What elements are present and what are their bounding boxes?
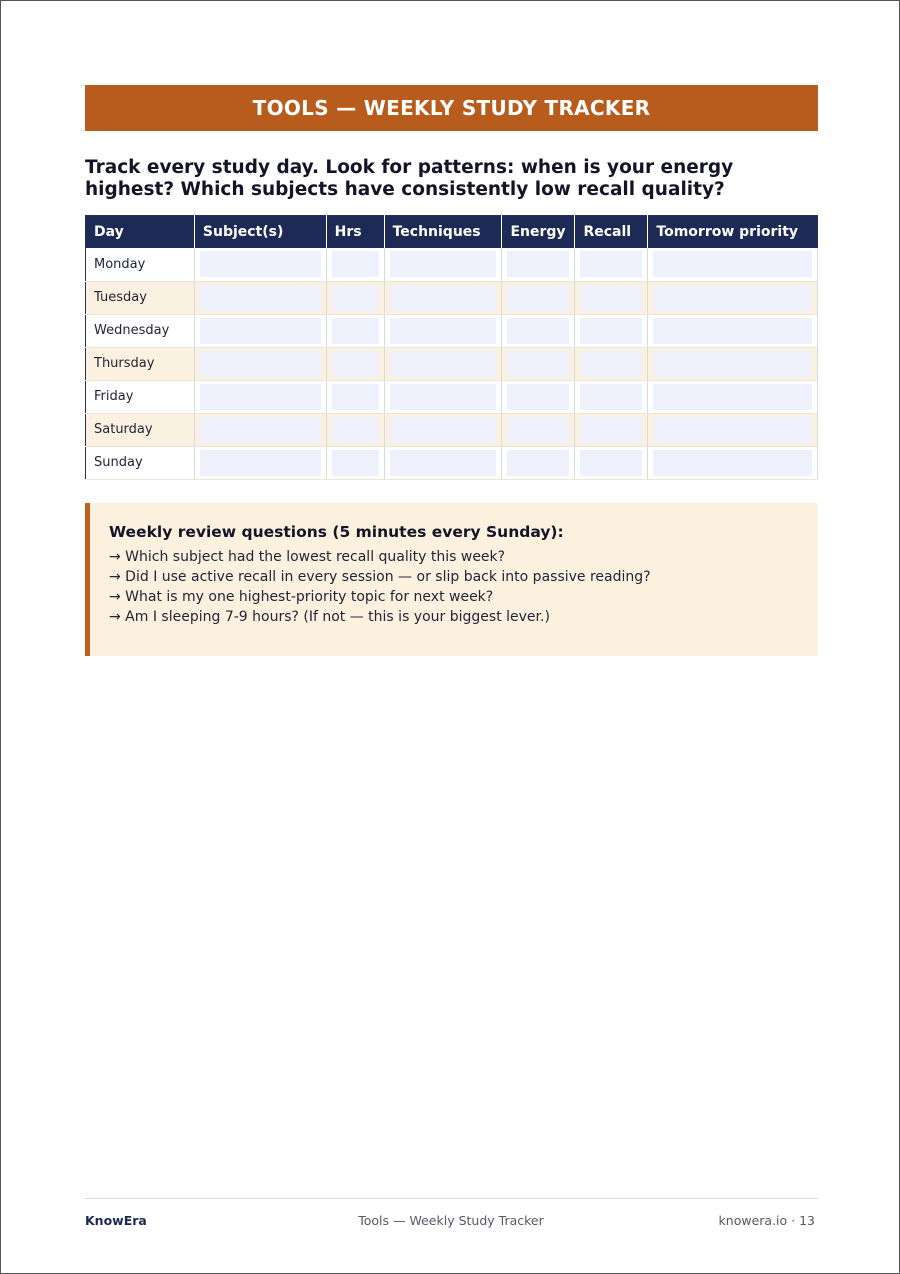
recall-cell <box>575 314 648 347</box>
review-question: → Which subject had the lowest recall quality this week? <box>109 549 506 565</box>
hrs-input-field[interactable] <box>332 351 379 377</box>
hrs-input-field[interactable] <box>332 318 379 344</box>
table-row <box>86 314 818 347</box>
subjects-input-field[interactable] <box>200 285 321 311</box>
page-banner <box>85 85 818 131</box>
techniques-input-field[interactable] <box>390 351 497 377</box>
techniques-input-field[interactable] <box>390 318 497 344</box>
energy-input-field[interactable] <box>507 285 569 311</box>
footer-brand: KnowEra <box>85 1213 147 1228</box>
subjects-input-field[interactable] <box>200 384 321 410</box>
energy-input-field[interactable] <box>507 417 569 443</box>
hrs-cell <box>326 347 384 380</box>
tomorrow-priority-cell <box>648 281 818 314</box>
recall-cell <box>575 281 648 314</box>
tomorrow-priority-input-field[interactable] <box>653 450 812 476</box>
weekly-tracker-table <box>85 215 818 480</box>
hrs-input-field[interactable] <box>332 285 379 311</box>
subjects-cell <box>194 380 326 413</box>
energy-cell <box>502 347 575 380</box>
energy-input-field[interactable] <box>507 450 569 476</box>
intro-text: Track every study day. Look for patterns: when is your energy highest? Which subjects have consistently low recall quality? <box>85 157 734 200</box>
hrs-cell <box>326 380 384 413</box>
energy-cell <box>502 446 575 479</box>
hrs-input-field[interactable] <box>332 384 379 410</box>
table-header-row <box>86 216 818 249</box>
header-tomorrow-priority: Tomorrow priority <box>648 216 818 249</box>
header-subjects: Subject(s) <box>194 216 326 249</box>
recall-cell <box>575 446 648 479</box>
hrs-input-field[interactable] <box>332 251 379 277</box>
table-row <box>86 380 818 413</box>
energy-input-field[interactable] <box>507 384 569 410</box>
header-day: Day <box>86 216 195 249</box>
energy-input-field[interactable] <box>507 351 569 377</box>
footer-page-info: knowera.io · 13 <box>718 1213 815 1228</box>
hrs-cell <box>326 281 384 314</box>
subjects-input-field[interactable] <box>200 251 321 277</box>
energy-cell <box>502 380 575 413</box>
subjects-input-field[interactable] <box>200 318 321 344</box>
table-row <box>86 248 818 281</box>
hrs-cell <box>326 413 384 446</box>
table-row <box>86 446 818 479</box>
review-question: → Am I sleeping 7-9 hours? (If not — this is your biggest lever.) <box>109 609 550 625</box>
tomorrow-priority-input-field[interactable] <box>653 384 812 410</box>
tomorrow-priority-input-field[interactable] <box>653 251 812 277</box>
recall-input-field[interactable] <box>580 285 642 311</box>
tomorrow-priority-input-field[interactable] <box>653 285 812 311</box>
recall-input-field[interactable] <box>580 384 642 410</box>
footer-section-title: Tools — Weekly Study Tracker <box>358 1213 544 1228</box>
subjects-cell <box>194 248 326 281</box>
recall-cell <box>575 248 648 281</box>
energy-cell <box>502 248 575 281</box>
subjects-cell <box>194 347 326 380</box>
techniques-input-field[interactable] <box>390 417 497 443</box>
day-cell: Thursday <box>86 347 195 380</box>
techniques-cell <box>384 248 502 281</box>
table-row <box>86 281 818 314</box>
tomorrow-priority-cell <box>648 314 818 347</box>
banner-title: TOOLS — WEEKLY STUDY TRACKER <box>252 96 651 120</box>
header-recall: Recall <box>575 216 648 249</box>
header-hrs: Hrs <box>326 216 384 249</box>
header-techniques: Techniques <box>384 216 502 249</box>
recall-input-field[interactable] <box>580 450 642 476</box>
recall-cell <box>575 347 648 380</box>
review-question: → What is my one highest-priority topic for next week? <box>109 589 494 605</box>
table-row <box>86 347 818 380</box>
review-title: Weekly review questions (5 minutes every Sunday): <box>109 523 564 541</box>
energy-cell <box>502 281 575 314</box>
day-cell: Monday <box>86 248 195 281</box>
day-cell: Friday <box>86 380 195 413</box>
subjects-input-field[interactable] <box>200 351 321 377</box>
tomorrow-priority-cell <box>648 380 818 413</box>
techniques-cell <box>384 380 502 413</box>
tomorrow-priority-input-field[interactable] <box>653 417 812 443</box>
techniques-cell <box>384 347 502 380</box>
techniques-input-field[interactable] <box>390 450 497 476</box>
hrs-cell <box>326 248 384 281</box>
energy-input-field[interactable] <box>507 318 569 344</box>
energy-input-field[interactable] <box>507 251 569 277</box>
subjects-cell <box>194 314 326 347</box>
day-cell: Tuesday <box>86 281 195 314</box>
recall-input-field[interactable] <box>580 318 642 344</box>
energy-cell <box>502 413 575 446</box>
day-cell: Saturday <box>86 413 195 446</box>
subjects-cell <box>194 281 326 314</box>
header-energy: Energy <box>502 216 575 249</box>
table-row <box>86 413 818 446</box>
day-cell: Sunday <box>86 446 195 479</box>
subjects-cell <box>194 446 326 479</box>
subjects-cell <box>194 413 326 446</box>
day-cell: Wednesday <box>86 314 195 347</box>
recall-input-field[interactable] <box>580 417 642 443</box>
recall-input-field[interactable] <box>580 351 642 377</box>
techniques-cell <box>384 446 502 479</box>
techniques-cell <box>384 314 502 347</box>
hrs-cell <box>326 314 384 347</box>
recall-input-field[interactable] <box>580 251 642 277</box>
techniques-input-field[interactable] <box>390 285 497 311</box>
recall-cell <box>575 380 648 413</box>
footer-divider <box>85 1198 818 1199</box>
weekly-review-callout <box>85 503 818 656</box>
recall-cell <box>575 413 648 446</box>
techniques-input-field[interactable] <box>390 251 497 277</box>
techniques-cell <box>384 281 502 314</box>
tomorrow-priority-cell <box>648 347 818 380</box>
hrs-input-field[interactable] <box>332 417 379 443</box>
tomorrow-priority-cell <box>648 446 818 479</box>
tomorrow-priority-input-field[interactable] <box>653 318 812 344</box>
hrs-input-field[interactable] <box>332 450 379 476</box>
techniques-cell <box>384 413 502 446</box>
subjects-input-field[interactable] <box>200 417 321 443</box>
tomorrow-priority-cell <box>648 413 818 446</box>
review-question: → Did I use active recall in every session — or slip back into passive reading? <box>109 569 651 585</box>
techniques-input-field[interactable] <box>390 384 497 410</box>
subjects-input-field[interactable] <box>200 450 321 476</box>
tomorrow-priority-input-field[interactable] <box>653 351 812 377</box>
hrs-cell <box>326 446 384 479</box>
energy-cell <box>502 314 575 347</box>
tomorrow-priority-cell <box>648 248 818 281</box>
